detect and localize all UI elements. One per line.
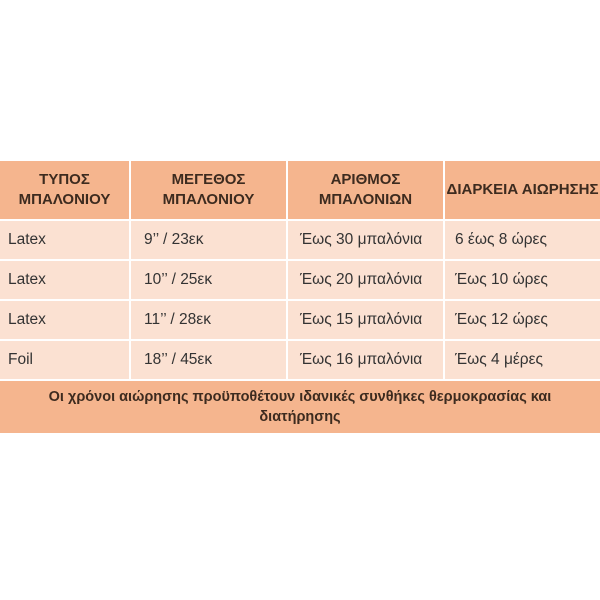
table-footer-note: Οι χρόνοι αιώρησης προϋποθέτουν ιδανικές συνθήκες θερμοκρασίας και διατήρησης (0, 381, 600, 433)
header-float-duration: ΔΙΑΡΚΕΙΑ ΑΙΩΡΗΣΗΣ (446, 181, 599, 198)
table-row (0, 261, 600, 301)
cell-count: Έως 30 μπαλόνια (288, 221, 445, 259)
cell-size: 11’’ / 28εκ (131, 301, 288, 339)
cell-duration: Έως 12 ώρες (455, 311, 548, 328)
table-row (0, 221, 600, 261)
cell-type: Latex (0, 221, 131, 259)
cell-count: Έως 20 μπαλόνια (288, 261, 445, 299)
header-balloon-size: ΜΕΓΕΘΟΣ ΜΠΑΛΟΝΙΟΥ (131, 161, 288, 219)
table-row (0, 301, 600, 341)
cell-type: Latex (0, 301, 131, 339)
header-balloon-type: ΤΥΠΟΣ ΜΠΑΛΟΝΙΟΥ (0, 161, 131, 219)
table-header-row (0, 161, 600, 221)
cell-duration: Έως 4 μέρες (455, 351, 543, 368)
balloon-table (0, 161, 600, 433)
cell-duration: Έως 10 ώρες (455, 271, 548, 288)
cell-size: 18’’ / 45εκ (131, 341, 288, 379)
cell-type: Latex (0, 261, 131, 299)
cell-size: 9’’ / 23εκ (131, 221, 288, 259)
header-balloon-count: ΑΡΙΘΜΟΣ ΜΠΑΛΟΝΙΩΝ (288, 161, 445, 219)
cell-count: Έως 16 μπαλόνια (288, 341, 445, 379)
cell-type: Foil (0, 341, 131, 379)
cell-size: 10’’ / 25εκ (131, 261, 288, 299)
table-row (0, 341, 600, 381)
cell-count: Έως 15 μπαλόνια (288, 301, 445, 339)
cell-duration: 6 έως 8 ώρες (455, 231, 547, 248)
